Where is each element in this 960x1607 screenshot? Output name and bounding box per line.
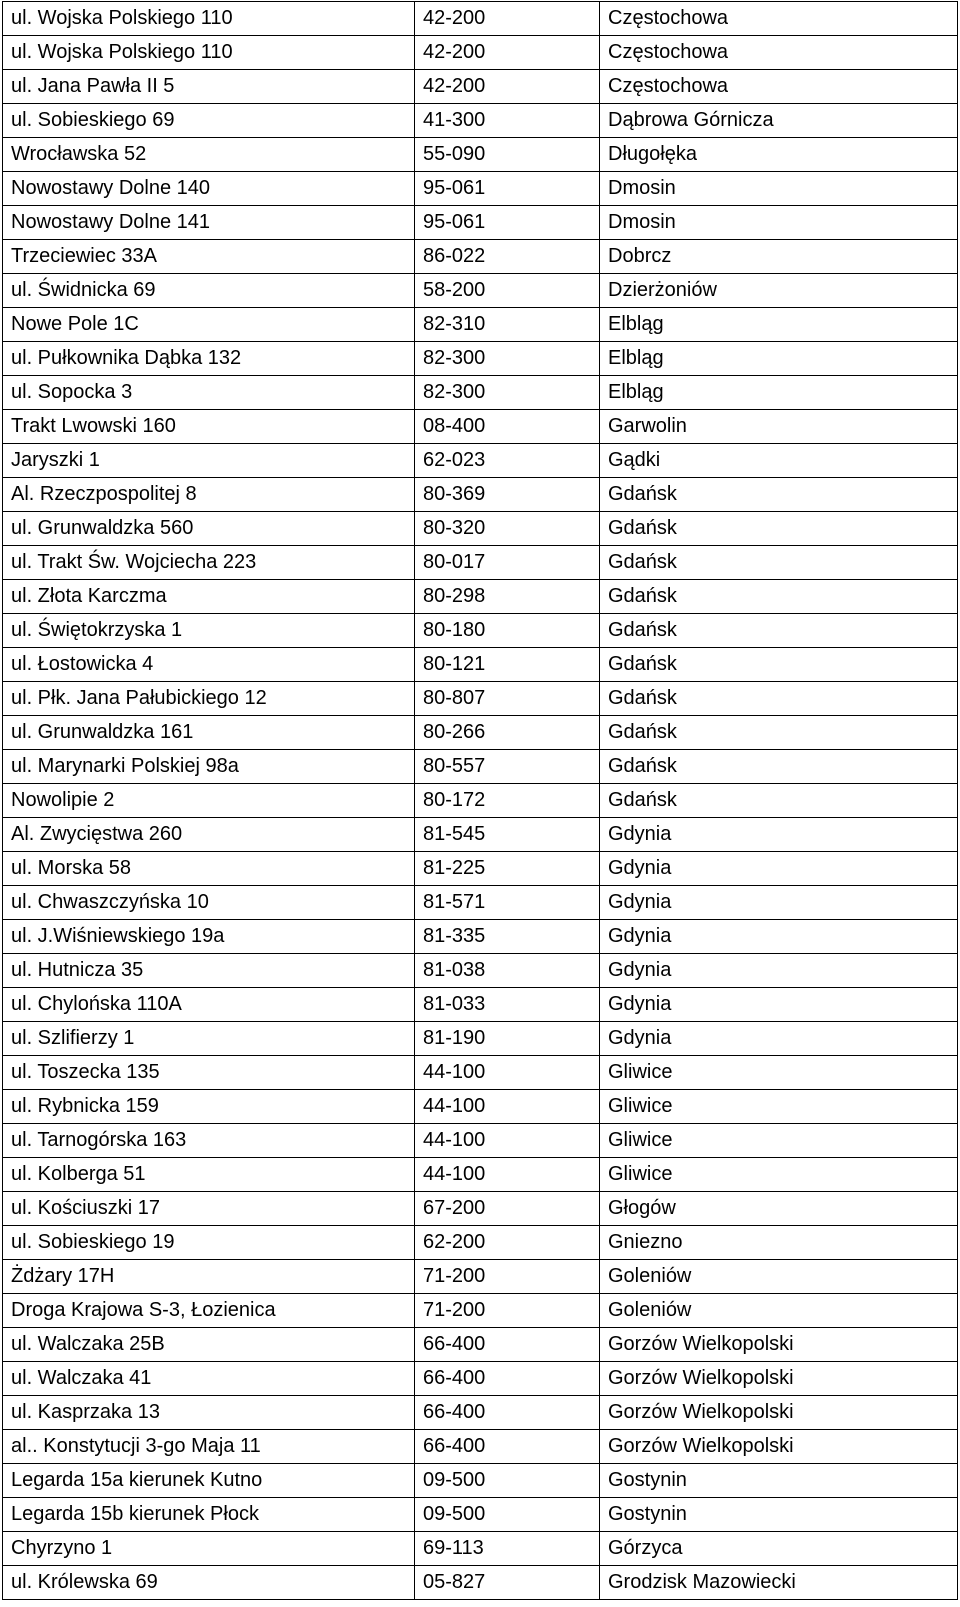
table-row xyxy=(3,444,958,478)
table-row xyxy=(3,1260,958,1294)
city-cell: Gliwice xyxy=(600,1158,958,1192)
city-cell: Gdynia xyxy=(600,852,958,886)
postal-code-cell: 81-545 xyxy=(415,818,600,852)
postal-code-cell: 44-100 xyxy=(415,1056,600,1090)
table-row xyxy=(3,1362,958,1396)
table-row xyxy=(3,274,958,308)
postal-code-cell: 62-023 xyxy=(415,444,600,478)
table-row xyxy=(3,1294,958,1328)
city-cell: Gliwice xyxy=(600,1090,958,1124)
postal-code-cell: 09-500 xyxy=(415,1498,600,1532)
table-row xyxy=(3,988,958,1022)
street-cell: ul. Wojska Polskiego 110 xyxy=(3,2,415,36)
table-row xyxy=(3,546,958,580)
table-row xyxy=(3,70,958,104)
city-cell: Gdańsk xyxy=(600,614,958,648)
street-cell: Żdżary 17H xyxy=(3,1260,415,1294)
city-cell: Gdańsk xyxy=(600,478,958,512)
city-cell: Dobrcz xyxy=(600,240,958,274)
street-cell: Legarda 15a kierunek Kutno xyxy=(3,1464,415,1498)
postal-code-cell: 55-090 xyxy=(415,138,600,172)
city-cell: Dąbrowa Górnicza xyxy=(600,104,958,138)
street-cell: ul. Toszecka 135 xyxy=(3,1056,415,1090)
street-cell: ul. Płk. Jana Pałubickiego 12 xyxy=(3,682,415,716)
street-cell: ul. Łostowicka 4 xyxy=(3,648,415,682)
city-cell: Gdynia xyxy=(600,988,958,1022)
postal-code-cell: 80-557 xyxy=(415,750,600,784)
postal-code-cell: 66-400 xyxy=(415,1362,600,1396)
table-row xyxy=(3,138,958,172)
table-row xyxy=(3,580,958,614)
city-cell: Gdańsk xyxy=(600,750,958,784)
city-cell: Gliwice xyxy=(600,1056,958,1090)
street-cell: ul. Kościuszki 17 xyxy=(3,1192,415,1226)
address-table xyxy=(2,1,958,1600)
table-row xyxy=(3,784,958,818)
city-cell: Częstochowa xyxy=(600,70,958,104)
street-cell: ul. Świdnicka 69 xyxy=(3,274,415,308)
postal-code-cell: 81-190 xyxy=(415,1022,600,1056)
postal-code-cell: 05-827 xyxy=(415,1566,600,1600)
street-cell: ul. Jana Pawła II 5 xyxy=(3,70,415,104)
street-cell: ul. Świętokrzyska 1 xyxy=(3,614,415,648)
street-cell: ul. Grunwaldzka 161 xyxy=(3,716,415,750)
postal-code-cell: 82-300 xyxy=(415,342,600,376)
postal-code-cell: 42-200 xyxy=(415,36,600,70)
postal-code-cell: 80-320 xyxy=(415,512,600,546)
city-cell: Dmosin xyxy=(600,172,958,206)
table-row xyxy=(3,342,958,376)
city-cell: Gdańsk xyxy=(600,648,958,682)
table-row xyxy=(3,1124,958,1158)
table-row xyxy=(3,750,958,784)
city-cell: Gostynin xyxy=(600,1498,958,1532)
postal-code-cell: 81-571 xyxy=(415,886,600,920)
table-row xyxy=(3,1056,958,1090)
city-cell: Goleniów xyxy=(600,1294,958,1328)
street-cell: ul. Kasprzaka 13 xyxy=(3,1396,415,1430)
postal-code-cell: 80-172 xyxy=(415,784,600,818)
postal-code-cell: 82-310 xyxy=(415,308,600,342)
postal-code-cell: 80-121 xyxy=(415,648,600,682)
table-row xyxy=(3,716,958,750)
street-cell: ul. Rybnicka 159 xyxy=(3,1090,415,1124)
postal-code-cell: 81-033 xyxy=(415,988,600,1022)
street-cell: ul. Kolberga 51 xyxy=(3,1158,415,1192)
city-cell: Gorzów Wielkopolski xyxy=(600,1328,958,1362)
table-row xyxy=(3,1430,958,1464)
city-cell: Górzyca xyxy=(600,1532,958,1566)
street-cell: ul. J.Wiśniewskiego 19a xyxy=(3,920,415,954)
city-cell: Gdynia xyxy=(600,954,958,988)
postal-code-cell: 71-200 xyxy=(415,1294,600,1328)
table-row xyxy=(3,36,958,70)
table-row xyxy=(3,308,958,342)
city-cell: Elbląg xyxy=(600,342,958,376)
postal-code-cell: 42-200 xyxy=(415,2,600,36)
street-cell: Al. Rzeczpospolitej 8 xyxy=(3,478,415,512)
table-row xyxy=(3,206,958,240)
street-cell: Wrocławska 52 xyxy=(3,138,415,172)
table-row xyxy=(3,954,958,988)
table-row xyxy=(3,886,958,920)
street-cell: ul. Chwaszczyńska 10 xyxy=(3,886,415,920)
postal-code-cell: 81-225 xyxy=(415,852,600,886)
city-cell: Gądki xyxy=(600,444,958,478)
street-cell: ul. Sobieskiego 69 xyxy=(3,104,415,138)
street-cell: Jaryszki 1 xyxy=(3,444,415,478)
postal-code-cell: 66-400 xyxy=(415,1396,600,1430)
street-cell: ul. Walczaka 41 xyxy=(3,1362,415,1396)
table-row xyxy=(3,682,958,716)
city-cell: Garwolin xyxy=(600,410,958,444)
street-cell: ul. Chylońska 110A xyxy=(3,988,415,1022)
city-cell: Goleniów xyxy=(600,1260,958,1294)
street-cell: ul. Sopocka 3 xyxy=(3,376,415,410)
postal-code-cell: 81-335 xyxy=(415,920,600,954)
table-row xyxy=(3,1158,958,1192)
postal-code-cell: 81-038 xyxy=(415,954,600,988)
table-row xyxy=(3,376,958,410)
postal-code-cell: 44-100 xyxy=(415,1158,600,1192)
table-row xyxy=(3,2,958,36)
street-cell: Nowolipie 2 xyxy=(3,784,415,818)
city-cell: Częstochowa xyxy=(600,36,958,70)
postal-code-cell: 44-100 xyxy=(415,1090,600,1124)
street-cell: ul. Wojska Polskiego 110 xyxy=(3,36,415,70)
postal-code-cell: 62-200 xyxy=(415,1226,600,1260)
city-cell: Częstochowa xyxy=(600,2,958,36)
street-cell: ul. Walczaka 25B xyxy=(3,1328,415,1362)
postal-code-cell: 82-300 xyxy=(415,376,600,410)
table-row xyxy=(3,512,958,546)
city-cell: Głogów xyxy=(600,1192,958,1226)
city-cell: Gdynia xyxy=(600,1022,958,1056)
table-row xyxy=(3,240,958,274)
postal-code-cell: 71-200 xyxy=(415,1260,600,1294)
city-cell: Gdynia xyxy=(600,920,958,954)
table-row xyxy=(3,1022,958,1056)
postal-code-cell: 80-180 xyxy=(415,614,600,648)
street-cell: ul. Trakt Św. Wojciecha 223 xyxy=(3,546,415,580)
city-cell: Gdańsk xyxy=(600,580,958,614)
table-row xyxy=(3,1090,958,1124)
city-cell: Elbląg xyxy=(600,376,958,410)
street-cell: ul. Złota Karczma xyxy=(3,580,415,614)
table-row xyxy=(3,1396,958,1430)
street-cell: ul. Grunwaldzka 560 xyxy=(3,512,415,546)
table-row xyxy=(3,1498,958,1532)
street-cell: Nowostawy Dolne 141 xyxy=(3,206,415,240)
street-cell: al.. Konstytucji 3-go Maja 11 xyxy=(3,1430,415,1464)
postal-code-cell: 66-400 xyxy=(415,1328,600,1362)
postal-code-cell: 95-061 xyxy=(415,206,600,240)
table-row xyxy=(3,614,958,648)
street-cell: ul. Sobieskiego 19 xyxy=(3,1226,415,1260)
postal-code-cell: 80-017 xyxy=(415,546,600,580)
table-row xyxy=(3,920,958,954)
street-cell: Al. Zwycięstwa 260 xyxy=(3,818,415,852)
table-row xyxy=(3,1532,958,1566)
street-cell: ul. Pułkownika Dąbka 132 xyxy=(3,342,415,376)
city-cell: Gdańsk xyxy=(600,546,958,580)
table-row xyxy=(3,1566,958,1600)
table-row xyxy=(3,478,958,512)
city-cell: Długołęka xyxy=(600,138,958,172)
table-row xyxy=(3,172,958,206)
table-row xyxy=(3,1226,958,1260)
table-row xyxy=(3,818,958,852)
postal-code-cell: 86-022 xyxy=(415,240,600,274)
postal-code-cell: 95-061 xyxy=(415,172,600,206)
table-row xyxy=(3,1464,958,1498)
street-cell: ul. Marynarki Polskiej 98a xyxy=(3,750,415,784)
postal-code-cell: 80-298 xyxy=(415,580,600,614)
city-cell: Gdynia xyxy=(600,886,958,920)
city-cell: Gniezno xyxy=(600,1226,958,1260)
city-cell: Elbląg xyxy=(600,308,958,342)
street-cell: Chyrzyno 1 xyxy=(3,1532,415,1566)
postal-code-cell: 80-266 xyxy=(415,716,600,750)
city-cell: Gorzów Wielkopolski xyxy=(600,1396,958,1430)
address-table-body xyxy=(3,2,958,1600)
postal-code-cell: 09-500 xyxy=(415,1464,600,1498)
city-cell: Gdynia xyxy=(600,818,958,852)
street-cell: ul. Hutnicza 35 xyxy=(3,954,415,988)
city-cell: Gorzów Wielkopolski xyxy=(600,1430,958,1464)
city-cell: Gdańsk xyxy=(600,784,958,818)
postal-code-cell: 80-369 xyxy=(415,478,600,512)
table-row xyxy=(3,1328,958,1362)
postal-code-cell: 69-113 xyxy=(415,1532,600,1566)
postal-code-cell: 80-807 xyxy=(415,682,600,716)
city-cell: Gostynin xyxy=(600,1464,958,1498)
city-cell: Gdańsk xyxy=(600,716,958,750)
table-row xyxy=(3,1192,958,1226)
postal-code-cell: 42-200 xyxy=(415,70,600,104)
postal-code-cell: 66-400 xyxy=(415,1430,600,1464)
city-cell: Gdańsk xyxy=(600,512,958,546)
street-cell: Legarda 15b kierunek Płock xyxy=(3,1498,415,1532)
street-cell: ul. Tarnogórska 163 xyxy=(3,1124,415,1158)
street-cell: Trakt Lwowski 160 xyxy=(3,410,415,444)
street-cell: Nowe Pole 1C xyxy=(3,308,415,342)
table-row xyxy=(3,104,958,138)
table-row xyxy=(3,648,958,682)
street-cell: Droga Krajowa S-3, Łozienica xyxy=(3,1294,415,1328)
postal-code-cell: 67-200 xyxy=(415,1192,600,1226)
street-cell: Trzeciewiec 33A xyxy=(3,240,415,274)
street-cell: ul. Morska 58 xyxy=(3,852,415,886)
city-cell: Gorzów Wielkopolski xyxy=(600,1362,958,1396)
street-cell: ul. Królewska 69 xyxy=(3,1566,415,1600)
postal-code-cell: 08-400 xyxy=(415,410,600,444)
postal-code-cell: 58-200 xyxy=(415,274,600,308)
table-row xyxy=(3,410,958,444)
city-cell: Dmosin xyxy=(600,206,958,240)
street-cell: ul. Szlifierzy 1 xyxy=(3,1022,415,1056)
city-cell: Grodzisk Mazowiecki xyxy=(600,1566,958,1600)
postal-code-cell: 41-300 xyxy=(415,104,600,138)
city-cell: Gdańsk xyxy=(600,682,958,716)
table-row xyxy=(3,852,958,886)
city-cell: Dzierżoniów xyxy=(600,274,958,308)
street-cell: Nowostawy Dolne 140 xyxy=(3,172,415,206)
postal-code-cell: 44-100 xyxy=(415,1124,600,1158)
city-cell: Gliwice xyxy=(600,1124,958,1158)
